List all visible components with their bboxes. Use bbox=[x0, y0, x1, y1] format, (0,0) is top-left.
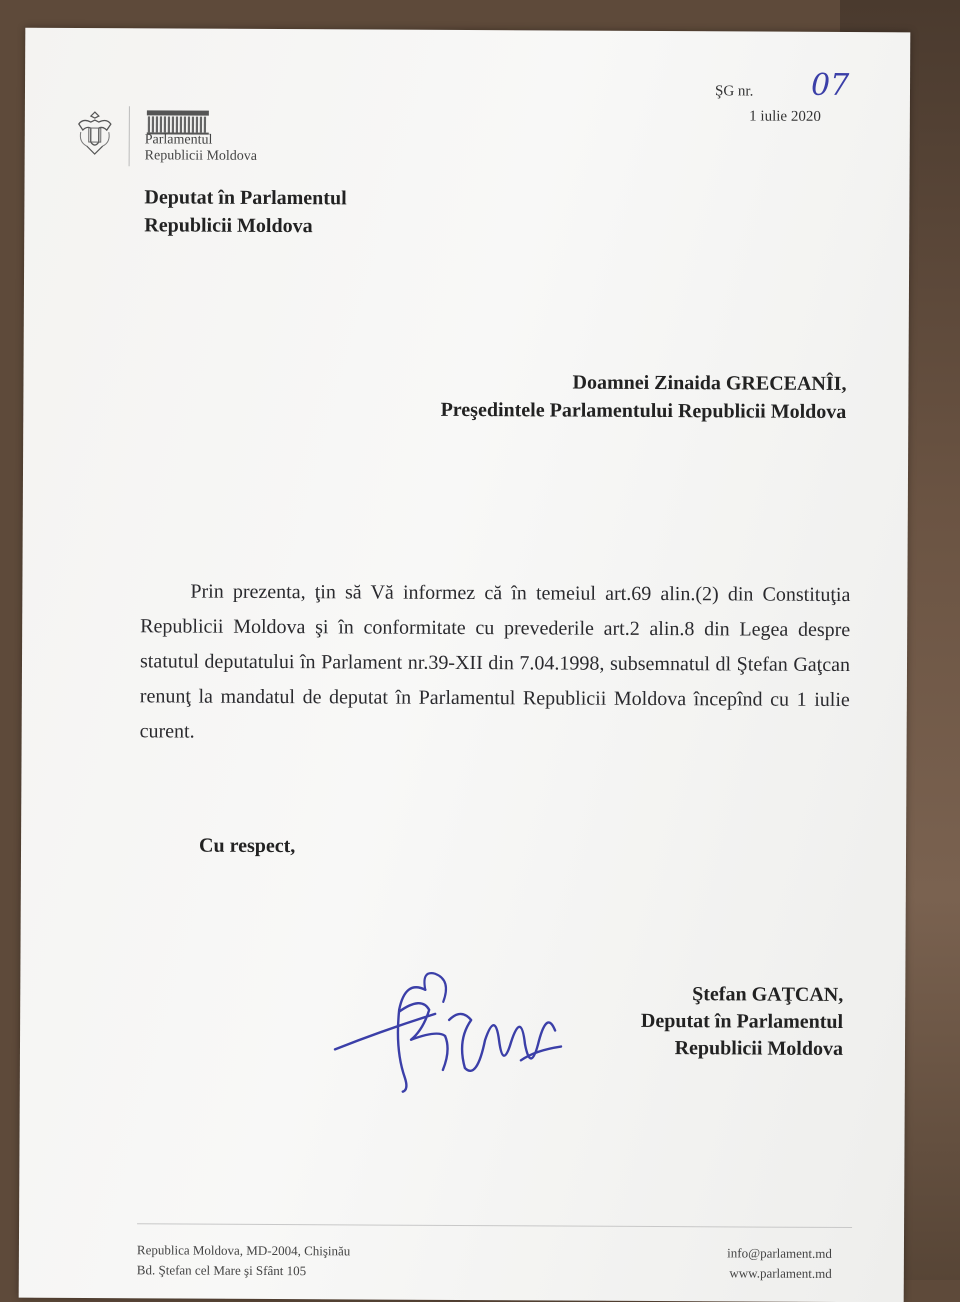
recipient-name: Doamnei Zinaida GRECEANÎI, bbox=[441, 368, 847, 398]
parliament-name-line1: Parlamentul bbox=[145, 132, 257, 149]
address-line1: Republica Moldova, MD-2004, Chişinău bbox=[137, 1240, 351, 1261]
logo-divider bbox=[129, 106, 130, 166]
letter-body bbox=[140, 574, 851, 753]
signer-title-line2: Republicii Moldova bbox=[641, 1035, 843, 1063]
parliament-name bbox=[145, 132, 258, 165]
signer-block bbox=[641, 981, 844, 1063]
sender-line2: Republicii Moldova bbox=[144, 211, 346, 240]
closing-salutation: Cu respect, bbox=[199, 835, 295, 859]
recipient-block bbox=[441, 368, 847, 426]
contact-website: www.parlament.md bbox=[727, 1263, 832, 1284]
footer-address bbox=[137, 1240, 351, 1281]
footer-divider bbox=[137, 1223, 852, 1228]
registry-label: ŞG nr. bbox=[715, 83, 753, 100]
handwritten-signature bbox=[325, 949, 566, 1100]
letter-page bbox=[19, 28, 911, 1302]
recipient-title: Preşedintele Parlamentului Republicii Moldova bbox=[441, 396, 847, 426]
coat-of-arms-icon bbox=[73, 108, 117, 160]
sender-line1: Deputat în Parlamentul bbox=[144, 183, 346, 212]
signer-title-line1: Deputat în Parlamentul bbox=[641, 1008, 843, 1036]
letter-date: 1 iulie 2020 bbox=[715, 108, 821, 126]
signer-name: Ştefan GAŢCAN, bbox=[641, 981, 843, 1009]
registry-number: 07 bbox=[811, 68, 849, 103]
parliament-name-line2: Republicii Moldova bbox=[145, 148, 257, 165]
sender-block bbox=[144, 183, 347, 240]
body-paragraph: Prin prezenta, ţin să Vă informez că în temeiul art.69 alin.(2) din Constituţia Republicii Moldova şi în conformitate cu prevederile art.2 alin.8 din Legea despre statutul deputatului în Parlament nr.39-XII din 7.04.1998, subsemnatul dl Ştefan Gaţcan renunţ la mandatul de deputat în Parlamentul Republicii Moldova începînd cu 1 iulie curent. bbox=[140, 581, 851, 743]
footer-contacts bbox=[727, 1243, 832, 1284]
address-line2: Bd. Ştefan cel Mare şi Sfânt 105 bbox=[137, 1260, 351, 1281]
contact-email: info@parlament.md bbox=[727, 1243, 832, 1264]
